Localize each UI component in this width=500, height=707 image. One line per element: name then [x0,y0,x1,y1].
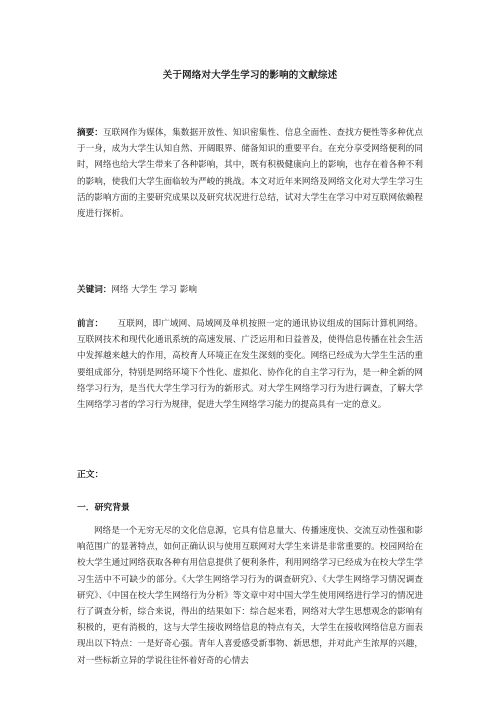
abstract-block [77,125,423,222]
abstract-label: 摘要： [77,128,103,138]
preface-label: 前言： [77,319,104,329]
keywords-block [77,282,423,298]
keywords-label: 关键词： [77,285,112,295]
preface-text: 互联网，即广域网、局域网及单机按照一定的通讯协议组成的国际计算机网络。互联网技术和现代化通讯系统的高速发展、广泛运用和日益普及，使得信息传播在社会生活中发挥越来越大的作用，高校育人环境正在发生深刻的变化。网络已经成为大学生生活的重要组成部分，特别是网络环境下个性化、虚拟化、协作化的自主学习行为，是一种全新的网络学习行为，是当代大学生学习行为的新形式。对大学生网络学习行为进行调查，了解大学生网络学习者的学习行为规律，促进大学生网络学习能力的提高具有一定的意义。 [77,319,423,411]
body-label: 正文： [77,470,104,480]
preface-block [77,316,423,413]
section-heading: 一．研究背景 [77,503,130,513]
document-title: 关于网络对大学生学习的影响的文献综述 [162,70,338,81]
section-paragraph: 网络是一个无穷无尽的文化信息源，它具有信息量大、传播速度快、交流互动性强和影响范围广的显著特点，如何正确认识与使用互联网对大学生来讲是非常重要的。校园网给在校大学生通过网络获取各种有用信息提供了便利条件，利用网络学习已经成为在校大学生学习生活中不可缺少的部分。《大学生网络学习行为的调查研究》、《大学生网络学习情况调查研究》、《中国在校大学生网络行为分析》等文章中对中国大学生使用网络进行学习的情况进行了调查分析，综合来说，得出的结果如下：综合起来看，网络对大学生思想观念的影响有积极的，更有消极的，这与大学生接收网络信息的特点有关，大学生在接收网络信息方面表现出以下特点：一是好奇心强。青年人喜爱感受新事物、新思想，并对此产生浓厚的兴趣，对一些标新立异的学说往往怀着好奇的心情去 [77,526,423,666]
keywords-text: 网络 大学生 学习 影响 [111,285,197,295]
abstract-text: 互联网作为媒体，集数据开放性、知识密集性、信息全面性、查找方便性等多种优点于一身，成为大学生认知自然、开阔眼界、储备知识的重要平台。在充分享受网络便利的同时，网络也给大学生带来了各种影响，其中，既有积极健康向上的影响，也存在着各种不利的影响，使我们大学生面临较为严峻的挑战。本文对近年来网络及网络文化对大学生学习生活的影响方面的主要研究成果以及研究状况进行总结，试对大学生在学习中对互联网依赖程度进行探析。 [77,128,423,220]
section-paragraph-block [77,523,423,669]
